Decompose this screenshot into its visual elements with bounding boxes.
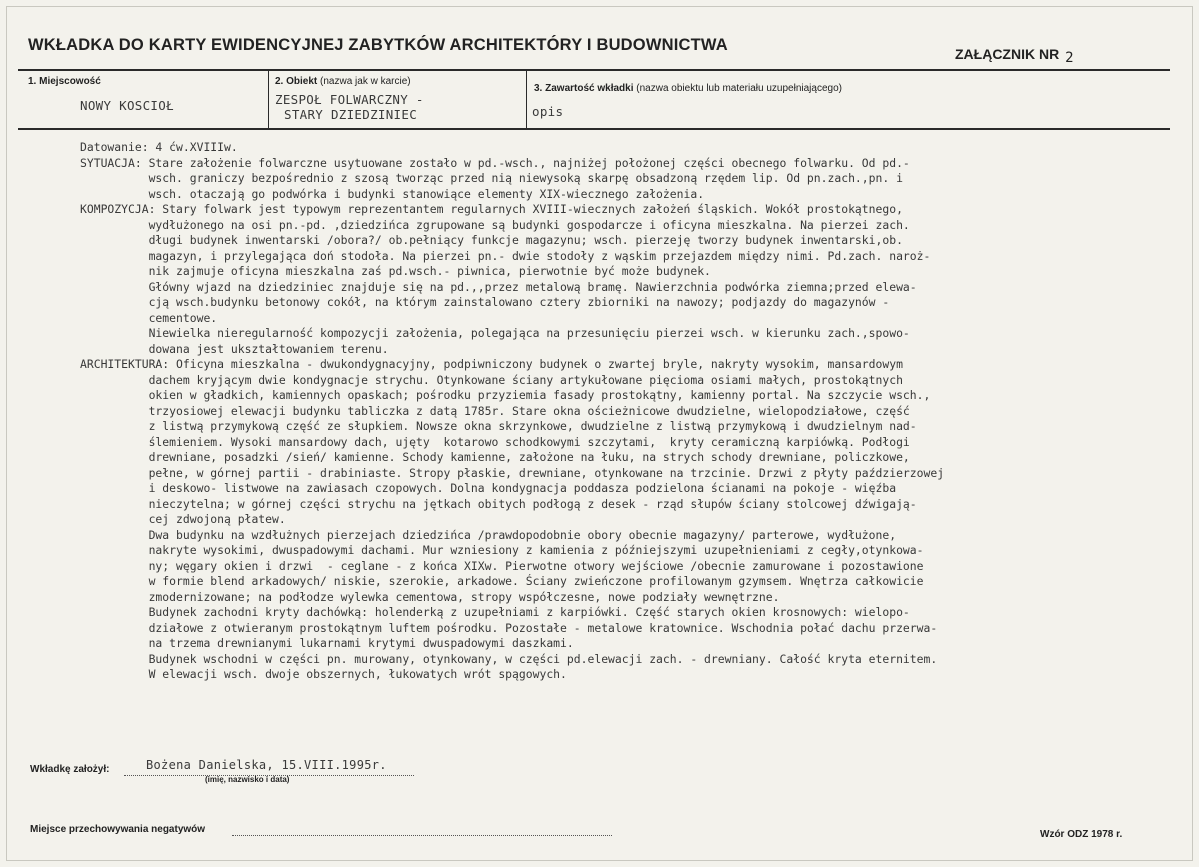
body-line: ny; węgary okien i drzwi - ceglane - z końca XIXw. Pierwotne otwory wejściowe /obecnie zamurowane i pozostawione [80, 558, 924, 573]
body-line: długi budynek inwentarski /obora?/ ob.pełniący funkcje magazynu; wsch. pierzeję tworzy budynek inwentarski,ob. [80, 233, 903, 247]
annex-number: 2 [1065, 50, 1074, 66]
body-line: Datowanie: 4 ćw.XVIIIw. [80, 140, 238, 154]
content-value: opis [532, 104, 564, 119]
object-label [275, 76, 411, 87]
description-body [80, 140, 1165, 698]
body-line: okien w gładkich, kamiennych opaskach; pośrodku przyziemia fasady prostokątny, kamienny portal. Na szczycie wsch., [80, 388, 931, 402]
body-line [80, 683, 1165, 699]
body-line: w formie blend arkadowych/ niskie, szerokie, arkadowe. Ściany zwieńczone profilowanym gzymsem. Wnętrza całkowicie [80, 574, 924, 588]
body-line: magazyn, i przylegająca doń stodoła. Na pierzei pn.- dwie stodoły z wąskim przejazdem między nimi. Pd.zach. naroż- [80, 248, 931, 263]
content-label-main: 3. Zawartość wkładki [534, 83, 634, 94]
annex-label-text: ZAŁĄCZNIK NR [955, 46, 1060, 62]
body-line: dachem kryjącym dwie kondygnacje strychu. Otynkowane ściany artykułowane pięcioma osiami małych, prostokątnych [80, 372, 903, 387]
body-line: wsch. graniczy bezpośrednio z szosą tworząc przed nią niewysoką skarpę obsadzoną rzędem lip. Od pn.zach.,pn. i [80, 171, 903, 185]
body-line: trzyosiowej elewacji budynku tabliczka z datą 1785r. Stare okna ościeżnicowe dwudzielne, wielopodziałowe, część [80, 403, 910, 418]
body-line: cementowe. [80, 310, 218, 325]
object-label-main: 2. Obiekt [275, 76, 318, 87]
body-line: SYTUACJA: Stare założenie folwarczne usytuowane zostało w pd.-wsch., najniżej położonej części obecnego folwarku. Od pd.- [80, 155, 910, 170]
body-line: Główny wjazd na dziedziniec znajduje się na pd.,,przez metalową bramę. Nawierzchnia podwórka ziemna;przed elewa- [80, 279, 917, 294]
body-line: i deskowo- listwowe na zawiasach czopowych. Dolna kondygnacja poddasza podzielona ścianami na pokoje - więźba [80, 481, 897, 495]
body-line: KOMPOZYCJA: Stary folwark jest typowym reprezentantem regularnych XVIII-wiecznych założeń śląskich. Wokół prostokątnego, [80, 202, 903, 216]
body-line: działowe z otwieranym prostokątnym luftem pośrodku. Pozostałe - metalowe kratownice. Wschodnia połać dachu przerwa- [80, 620, 938, 635]
author-value: Bożena Danielska, 15.VIII.1995r. [146, 758, 387, 772]
body-line: pełne, w górnej partii - drabiniaste. Stropy płaskie, drewniane, otynkowane na trzcinie. Drzwi z płyty paździerzowej [80, 465, 945, 480]
body-line: wsch. otaczają go podwórka i budynki stanowiące elementy XIX-wiecznego założenia. [80, 186, 705, 201]
annex-label [955, 46, 1074, 66]
body-line: drewniane, posadzki /sień/ kamienne. Schody kamienne, założone na łuku, na strych schody drewniane, policzkowe, [80, 450, 910, 464]
body-line: W elewacji wsch. dwoje obszernych, łukowatych wrót spągowych. [80, 667, 567, 681]
body-line: Niewielka nieregularność kompozycji założenia, polegająca na przesunięciu pierzei wsch. w kierunku zach.,spowo- [80, 326, 910, 340]
object-value-line-2: STARY DZIEDZINIEC [284, 107, 418, 122]
author-note: (imię, nazwisko i data) [205, 775, 290, 784]
field-divider-1 [268, 70, 269, 129]
body-line: wydłużonego na osi pn.-pd. ,dziedzińca zgrupowane są budynki gospodarcze i oficyna mieszkalna. Na pierzei zach. [80, 217, 910, 232]
content-label-sub: (nazwa obiektu lub materiału uzupełniającego) [636, 83, 842, 94]
object-value-line-1: ZESPOŁ FOLWARCZNY - [275, 92, 424, 107]
body-line: cej zdwojoną płatew. [80, 512, 286, 526]
author-label: Wkładkę założył: [30, 764, 110, 775]
negatives-label: Miejsce przechowywania negatywów [30, 824, 206, 835]
body-line: na trzema drewnianymi lukarnami krytymi dwuspadowymi daszkami. [80, 636, 574, 650]
body-line: cją wsch.budynku betonowy cokół, na którym zainstalowano cztery zbiorniki na nawozy; podjazdy do magazynów - [80, 295, 890, 309]
place-label: 1. Miejscowość [28, 76, 101, 87]
body-line: zmodernizowane; na podłodze wylewka cementowa, stropy współczesne, nowe podziały wewnętrzne. [80, 589, 780, 604]
form-id: Wzór ODZ 1978 r. [1040, 829, 1123, 840]
body-line: nik zajmuje oficyna mieszkalna zaś pd.wsch.- piwnica, pierwotnie być może budynek. [80, 264, 711, 278]
body-line: Budynek zachodni kryty dachówką: holenderką z uzupełniami z karpiówki. Część starych okien krosnowych: wielopo- [80, 605, 910, 619]
header-rule [18, 69, 1170, 71]
body-line: ARCHITEKTURA: Oficyna mieszkalna - dwukondygnacyjny, podpiwniczony budynek o zwartej bryle, nakryty wysokim, mansardowym [80, 357, 903, 371]
fields-bottom-rule [18, 128, 1170, 130]
body-line: ślemieniem. Wysoki mansardowy dach, ujęty kotarowo schodkowymi szczytami, kryty ceramiczną karpiówką. Podłogi [80, 434, 910, 449]
place-value: NOWY KOSCIOŁ [80, 98, 174, 113]
body-line: Dwa budynku na wzdłużnych pierzejach dziedzińca /prawdopodobnie obory obecnie magazyny/ parterowe, wydłużone, [80, 527, 897, 542]
body-line: dowana jest ukształtowaniem terenu. [80, 341, 389, 356]
negatives-dotted-line [232, 835, 612, 836]
body-line: Budynek wschodni w części pn. murowany, otynkowany, w części pd.elewacji zach. - drewniany. Całość kryta eternitem. [80, 651, 938, 666]
body-line: z listwą przymykową część ze słupkiem. Nowsze okna skrzynkowe, dwudzielne z listwą przymykową i dwudzielnym nad- [80, 419, 917, 433]
body-line: nakryte wysokimi, dwuspadowymi dachami. Mur wzniesiony z kamienia z późniejszymi uzupełnieniami z cegły,otynkowa- [80, 543, 924, 557]
field-divider-2 [526, 70, 527, 129]
body-line: nieczytelna; w górnej części strychu na jętkach obitych podłogą z desek - rząd słupów ściany stolcowej dźwigają- [80, 496, 917, 511]
object-label-sub: (nazwa jak w karcie) [320, 76, 411, 87]
form-title: WKŁADKA DO KARTY EWIDENCYJNEJ ZABYTKÓW ARCHITEKTÓRY I BUDOWNICTWA [28, 36, 728, 54]
content-label [534, 83, 842, 94]
